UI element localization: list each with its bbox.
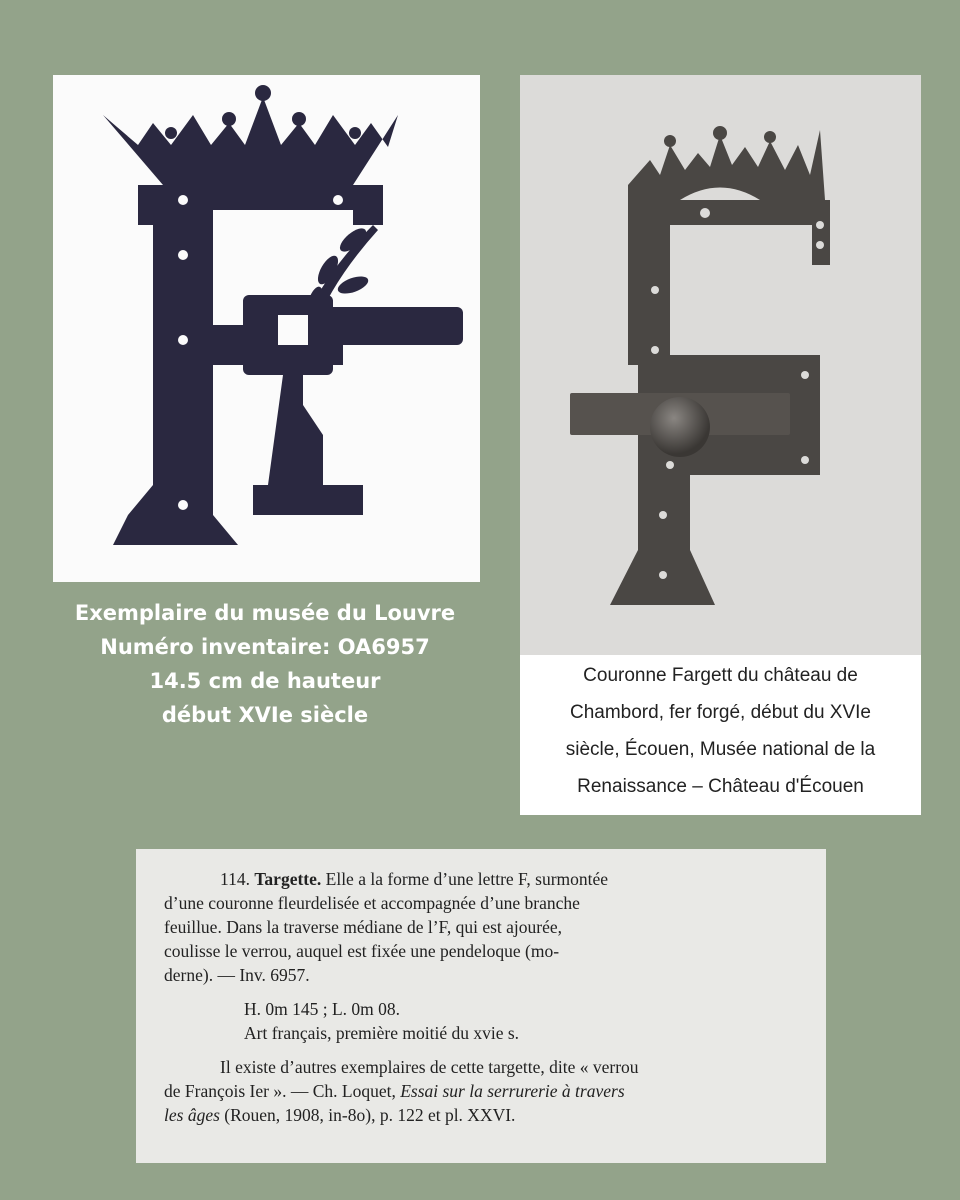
ecouen-caption-line: Chambord, fer forgé, début du XVIe (569, 702, 871, 723)
catalog-text: de François Ier ». — Ch. Loquet, (164, 1081, 396, 1101)
crown-shape (103, 97, 398, 185)
ecouen-caption-line: Renaissance – Château d'Écouen (577, 776, 864, 797)
louvre-caption-line: Exemplaire du musée du Louvre (74, 601, 456, 625)
catalog-text: Elle a la forme d’une lettre F, surmontée (325, 869, 609, 889)
louvre-targette-photo (53, 75, 480, 582)
louvre-caption-line: 14.5 cm de hauteur (149, 669, 381, 693)
louvre-caption-line: Numéro inventaire: OA6957 (100, 635, 430, 659)
catalog-scan (136, 849, 826, 1163)
entry-title: Targette. (254, 869, 322, 889)
louvre-targette-illustration (53, 75, 480, 582)
catalog-line: d’une couronne fleurdelisée et accompagnée d’une branche (164, 893, 580, 913)
catalog-line: derne). — Inv. 6957. (164, 965, 310, 985)
catalog-line (164, 1103, 814, 1127)
louvre-caption (30, 596, 500, 732)
catalog-line (164, 1079, 814, 1103)
catalog-origin: Art français, première moitié du xvie s. (244, 1023, 520, 1043)
pendant-shape (253, 375, 363, 515)
catalog-line: feuillue. Dans la traverse médiane de l’F, qui est ajourée, (164, 917, 563, 937)
catalog-text: (Rouen, 1908, in-8o), p. 122 et pl. XXVI. (224, 1105, 516, 1125)
catalog-entry (164, 867, 814, 1127)
ecouen-caption (520, 655, 921, 805)
entry-number: 114. (220, 869, 250, 889)
catalog-book-title: Essai sur la serrurerie à travers (400, 1081, 625, 1101)
knob-shape (650, 397, 710, 457)
catalog-dimensions: H. 0m 145 ; L. 0m 08. (244, 999, 401, 1019)
ecouen-caption-line: Couronne Fargett du château de (583, 665, 858, 686)
ecouen-caption-line: siècle, Écouen, Musée national de la (565, 739, 876, 760)
catalog-book-title: les âges (164, 1105, 220, 1125)
catalog-line: Il existe d’autres exemplaires de cette targette, dite « verrou (220, 1057, 639, 1077)
catalog-line (164, 867, 814, 891)
catalog-line: coulisse le verrou, auquel est fixée une pendeloque (mo- (164, 941, 560, 961)
ecouen-caption-box (520, 655, 921, 815)
ecouen-targette-photo (520, 75, 921, 655)
louvre-caption-line: début XVIe siècle (161, 703, 369, 727)
ecouen-targette-illustration (520, 75, 921, 655)
